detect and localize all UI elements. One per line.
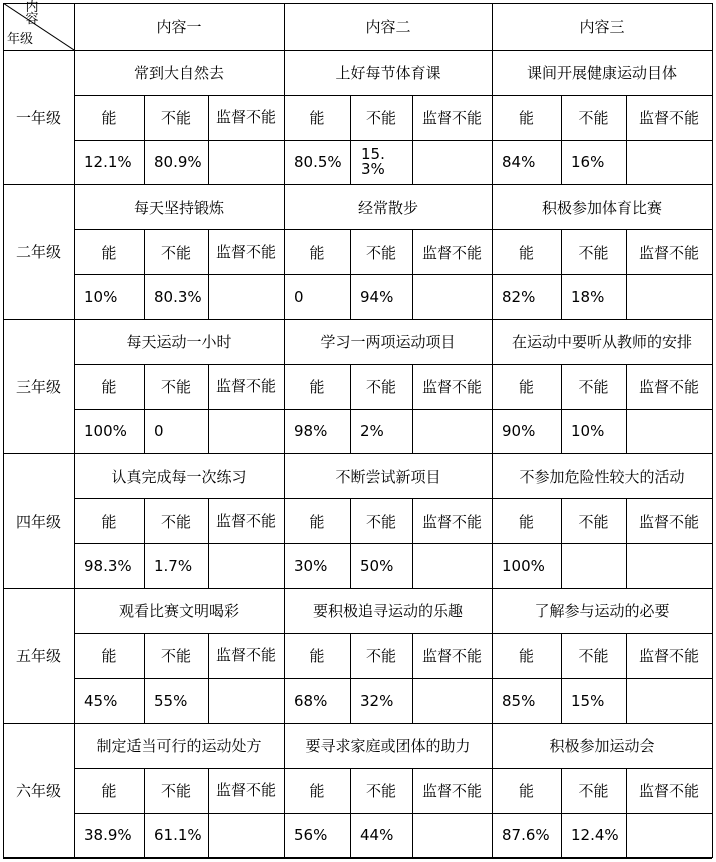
item-title: 学习一两项运动项目 (320, 333, 456, 352)
value-cell: 82% (502, 287, 536, 306)
value-cell: 16% (571, 153, 605, 172)
value-cell: 1.7% (154, 557, 193, 576)
value-cell: 12.4% (571, 826, 619, 845)
sub-label: 不能 (160, 512, 191, 531)
sub-label: 监督不能 (421, 378, 482, 397)
value-cell: 68% (294, 691, 328, 710)
sub-label: 能 (518, 243, 534, 262)
value-cell: 80.9% (154, 153, 202, 172)
item-title: 经常散步 (357, 198, 418, 217)
sub-label: 能 (101, 243, 117, 262)
value-cell: 80.5% (294, 153, 342, 172)
sub-label: 能 (309, 109, 325, 127)
item-title: 积极参加运动会 (549, 737, 655, 755)
item-title: 要寻求家庭或团体的助力 (305, 737, 471, 755)
sub-label: 能 (518, 378, 534, 397)
sub-label: 监督不能 (638, 512, 699, 531)
value-cell: 0 (294, 287, 304, 306)
value-cell (412, 544, 492, 589)
sub-label: 能 (101, 109, 117, 127)
sub-label: 能 (309, 782, 325, 800)
value-cell (412, 409, 492, 454)
grade-label: 六年级 (15, 781, 61, 800)
survey-table (3, 0, 712, 858)
item-title: 观看比赛文明喝彩 (118, 602, 239, 621)
sub-label: 能 (518, 109, 534, 127)
value-cell: 0 (154, 422, 164, 441)
sub-label: 监督不能 (638, 109, 699, 127)
sub-label: 能 (518, 512, 534, 531)
sub-label: 监督不能 (638, 243, 699, 262)
sub-label: 不能 (578, 378, 609, 397)
sub-label: 不能 (365, 243, 396, 262)
value-cell: 100% (502, 557, 545, 576)
item-title: 每天坚持锻炼 (133, 198, 224, 217)
sub-label: 监督不能 (421, 243, 482, 262)
sub-label: 监督不能 (638, 378, 699, 397)
value-cell (626, 544, 712, 589)
sub-label: 能 (309, 378, 325, 397)
sub-label: 不能 (365, 109, 396, 127)
value-cell: 12.1% (84, 153, 132, 172)
value-cell (412, 813, 492, 858)
sub-label: 不能 (578, 109, 609, 127)
sub-label: 不能 (160, 243, 191, 262)
value-cell: 45% (84, 691, 118, 710)
value-cell (626, 140, 712, 185)
value-cell: 30% (294, 557, 328, 576)
column-header-2: 内容二 (365, 18, 411, 36)
sub-label: 监督不能 (421, 109, 482, 127)
sub-label: 监督不能 (421, 512, 482, 531)
sub-label: 不能 (365, 378, 396, 397)
value-cell (208, 140, 284, 185)
value-cell (208, 275, 284, 320)
value-cell (208, 544, 284, 589)
value-cell: 87.6% (502, 826, 550, 845)
sub-label: 不能 (160, 647, 191, 666)
grade-label: 五年级 (15, 647, 61, 666)
value-cell (412, 678, 492, 723)
item-title: 认真完成每一次练习 (111, 467, 247, 486)
item-title: 课间开展健康运动目体 (526, 64, 677, 82)
sub-label: 能 (101, 782, 117, 800)
item-title: 常到大自然去 (133, 64, 224, 82)
value-cell: 32% (360, 691, 394, 710)
value-cell: 61.1% (154, 826, 202, 845)
sub-label: 不能 (160, 378, 191, 397)
value-cell (208, 813, 284, 858)
value-cell: 100% (84, 422, 127, 441)
sub-label: 不能 (578, 243, 609, 262)
value-cell: 10% (84, 287, 118, 306)
item-title: 了解参与运动的必要 (534, 602, 670, 621)
sub-label: 不能 (365, 512, 396, 531)
sub-label: 能 (101, 378, 117, 397)
value-cell: 18% (571, 287, 605, 306)
value-cell (626, 678, 712, 723)
sub-label: 监督不能 (215, 646, 276, 665)
sub-label: 不能 (578, 647, 609, 666)
sub-label: 能 (518, 782, 534, 800)
sub-label: 监督不能 (215, 781, 276, 799)
sub-label: 不能 (578, 782, 609, 800)
sub-label: 不能 (578, 512, 609, 531)
value-cell: 90% (502, 422, 536, 441)
value-cell (412, 275, 492, 320)
sub-label: 监督不能 (215, 511, 276, 530)
value-cell: 10% (571, 422, 605, 441)
value-cell: 55% (154, 691, 188, 710)
sub-label: 不能 (160, 109, 191, 127)
item-title: 不断尝试新项目 (335, 467, 441, 486)
value-cell (208, 678, 284, 723)
item-title: 不参加危险性较大的活动 (519, 467, 685, 486)
item-title: 制定适当可行的运动处方 (96, 737, 262, 755)
sub-label: 监督不能 (638, 647, 699, 666)
value-cell: 15% (571, 691, 605, 710)
grade-label: 二年级 (15, 243, 61, 262)
value-cell: 56% (294, 826, 328, 845)
value-cell: 80.3% (154, 287, 202, 306)
value-cell: 38.9% (84, 826, 132, 845)
column-header-1: 内容一 (156, 18, 202, 36)
value-cell: 44% (360, 826, 394, 845)
value-cell: 98.3% (84, 557, 132, 576)
value-cell (626, 275, 712, 320)
sub-label: 监督不能 (215, 108, 276, 126)
item-title: 要积极追寻运动的乐趣 (312, 602, 463, 621)
value-cell (412, 140, 492, 185)
sub-label: 能 (309, 243, 325, 262)
grade-label: 三年级 (15, 377, 61, 396)
sub-label: 监督不能 (215, 242, 276, 261)
value-cell: 84% (502, 153, 536, 172)
sub-label: 能 (309, 647, 325, 666)
sub-label: 能 (101, 647, 117, 666)
item-title: 在运动中要听从教师的安排 (511, 333, 692, 352)
sub-label: 不能 (160, 782, 191, 800)
value-cell (626, 813, 712, 858)
sub-label: 不能 (365, 647, 396, 666)
value-cell: 15.3% (361, 145, 385, 179)
value-cell: 94% (360, 287, 394, 306)
value-cell (208, 409, 284, 454)
grade-label: 一年级 (15, 108, 61, 127)
value-cell: 98% (294, 422, 328, 441)
sub-label: 能 (518, 647, 534, 666)
item-title: 上好每节体育课 (335, 64, 441, 82)
item-title: 每天运动一小时 (126, 333, 232, 352)
column-header-3: 内容三 (579, 18, 625, 36)
value-cell (626, 409, 712, 454)
sub-label: 不能 (365, 782, 396, 800)
value-cell: 85% (502, 691, 536, 710)
value-cell: 50% (360, 557, 394, 576)
sub-label: 监督不能 (638, 782, 699, 800)
value-cell: 2% (360, 422, 384, 441)
sub-label: 监督不能 (215, 377, 276, 396)
grade-label: 四年级 (15, 512, 61, 531)
item-title: 积极参加体育比赛 (541, 198, 662, 217)
value-cell (561, 544, 626, 589)
sub-label: 能 (101, 512, 117, 531)
sub-label: 能 (309, 512, 325, 531)
corner-label-content: 内容 (25, 0, 39, 27)
sub-label: 监督不能 (421, 647, 482, 666)
corner-label-grade: 年级 (7, 32, 34, 47)
sub-label: 监督不能 (421, 782, 482, 800)
